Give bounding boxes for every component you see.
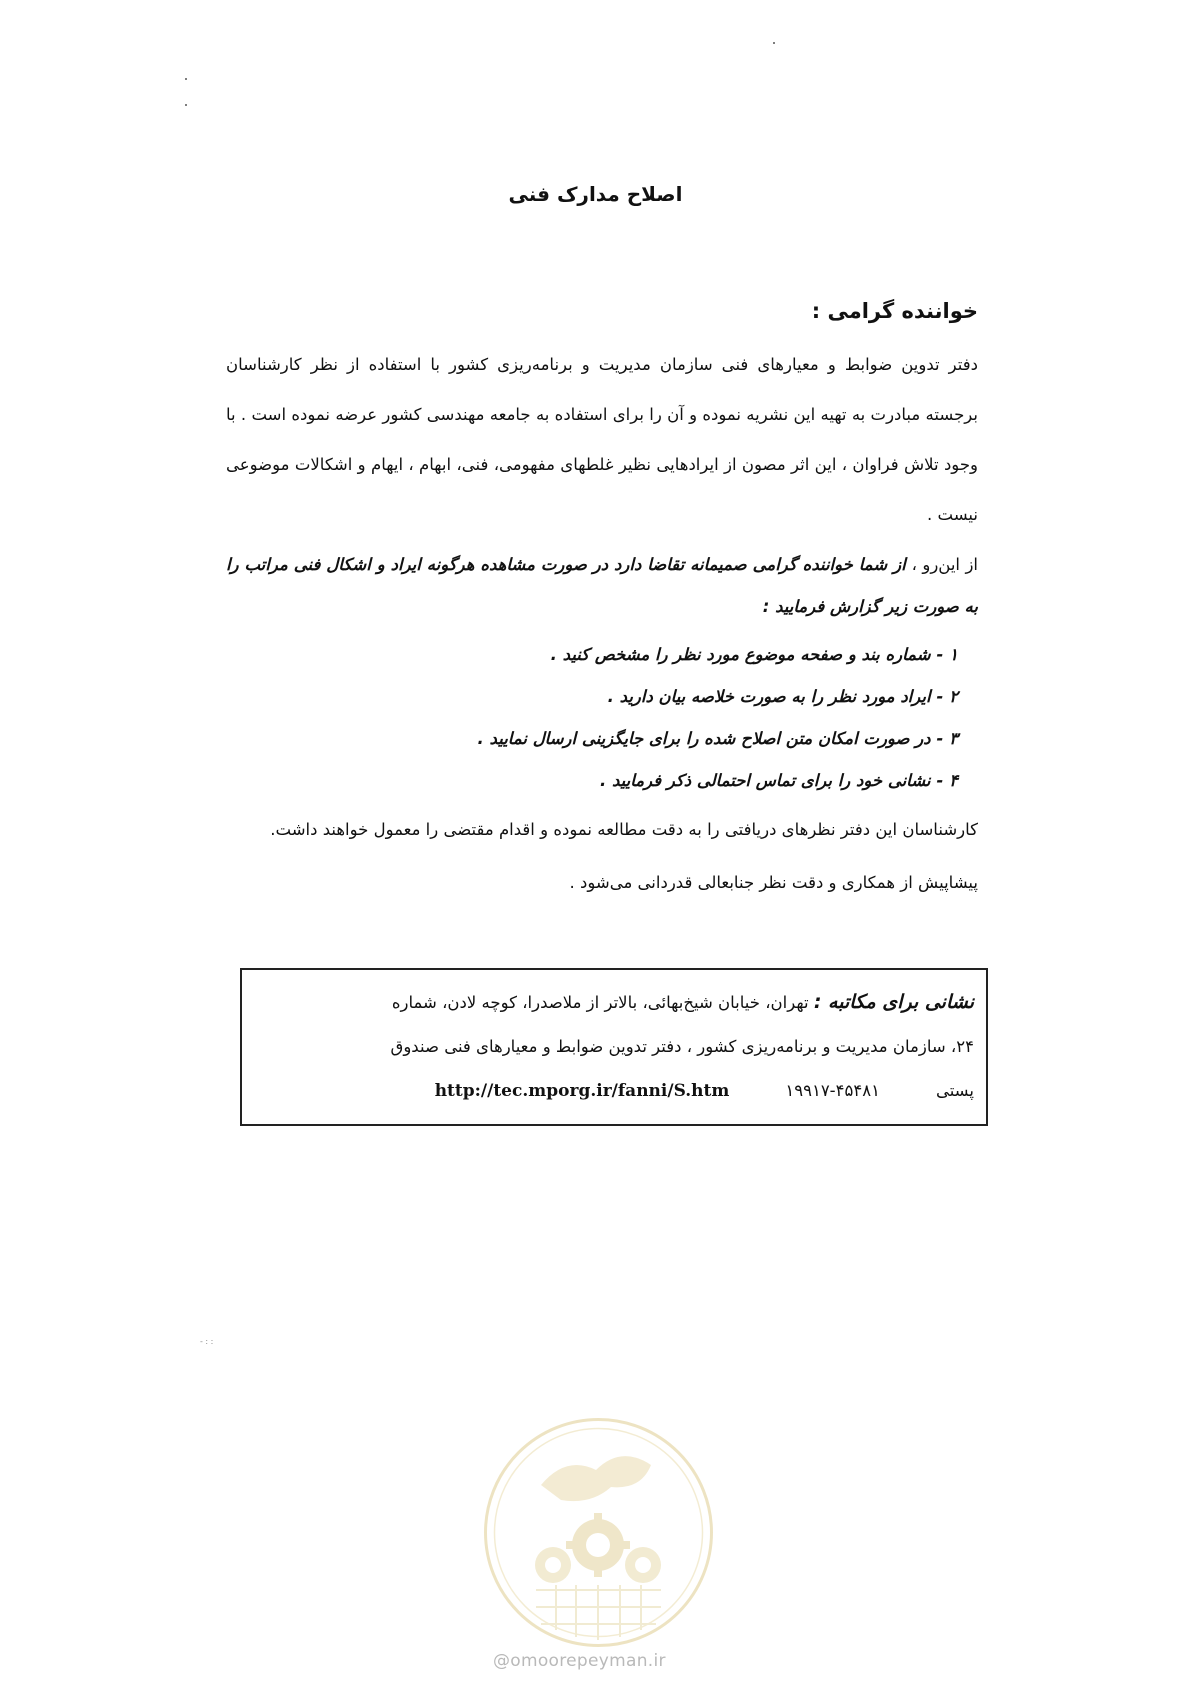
list-item: ۴ -نشانی خود را برای تماس احتمالی ذکر فرمایید . [599,771,958,790]
address-line-1 [256,980,974,1025]
page-title: اصلاح مدارک فنی [508,182,683,206]
closing-paragraph: کارشناسان این دفتر نظرهای دریافتی را به دقت مطالعه نموده و اقدام مقتضی را معمول خواهند داشت. [270,820,978,839]
greeting-heading: خواننده گرامی : [811,299,978,323]
grid-pattern [536,1585,661,1640]
request-paragraph [226,544,978,628]
postal-code: ۱۹۹۱۷-۴۵۴۸۱ [785,1081,880,1100]
watermark-logo [481,1415,716,1650]
list-item: ۲ -ایراد مورد نظر را به صورت خلاصه بیان دارید . [607,687,958,706]
thanks-line: پیشاپیش از همکاری و دقت نظر جنابعالی قدردانی می‌شود . [569,873,978,892]
scan-speck [185,78,187,80]
address-line-2: ۲۴، سازمان مدیریت و برنامه‌ریزی کشور ، دفتر تدوین ضوابط و معیارهای فنی صندوق [390,1037,974,1056]
request-text: از شما خواننده گرامی صمیمانه تقاضا دارد در صورت مشاهده هرگونه ایراد و اشکال فنی مراتب را به صورت زیر گزارش فرمایید : [226,555,978,616]
postal-label: پستی [935,1081,974,1100]
margin-mark: - : : [200,1337,214,1346]
list-item: ۱ -شماره بند و صفحه موضوع مورد نظر را مشخص کنید . [550,645,958,664]
list-item: ۳ -در صورت امکان متن اصلاح شده را برای جایگزینی ارسال نمایید . [477,729,958,748]
address-label: نشانی برای مکاتبه : [813,991,974,1013]
intro-paragraph: دفتر تدوین ضوابط و معیارهای فنی سازمان مدیریت و برنامه‌ریزی کشور با استفاده از نظر کارشناسان برجسته مبادرت به تهیه این نشریه نموده و آن را برای استفاده به جامعه مهندسی کشور عرضه نموده است . با وجود تلاش فراوان ، این اثر مصون از ایرادهایی نظیر غلطهای مفهومی، فنی، ابهام ، ایهام و اشکالات موضوعی نیست . [226,355,978,524]
watermark-text: @omoorepeyman.ir [493,1651,666,1671]
address-line-3 [256,1069,974,1113]
document-body [226,296,978,908]
scan-speck [773,42,775,44]
address-street: تهران، خیابان شیخ‌بهائی، بالاتر از ملاصدرا، کوچه لادن، شماره [391,993,809,1012]
request-lead: از این‌رو ، [911,555,978,574]
scan-speck [185,104,187,106]
website-link[interactable]: http://tec.mporg.ir/fanni/S.htm [434,1081,730,1101]
report-steps-list [226,634,978,802]
address-box [240,968,988,1126]
